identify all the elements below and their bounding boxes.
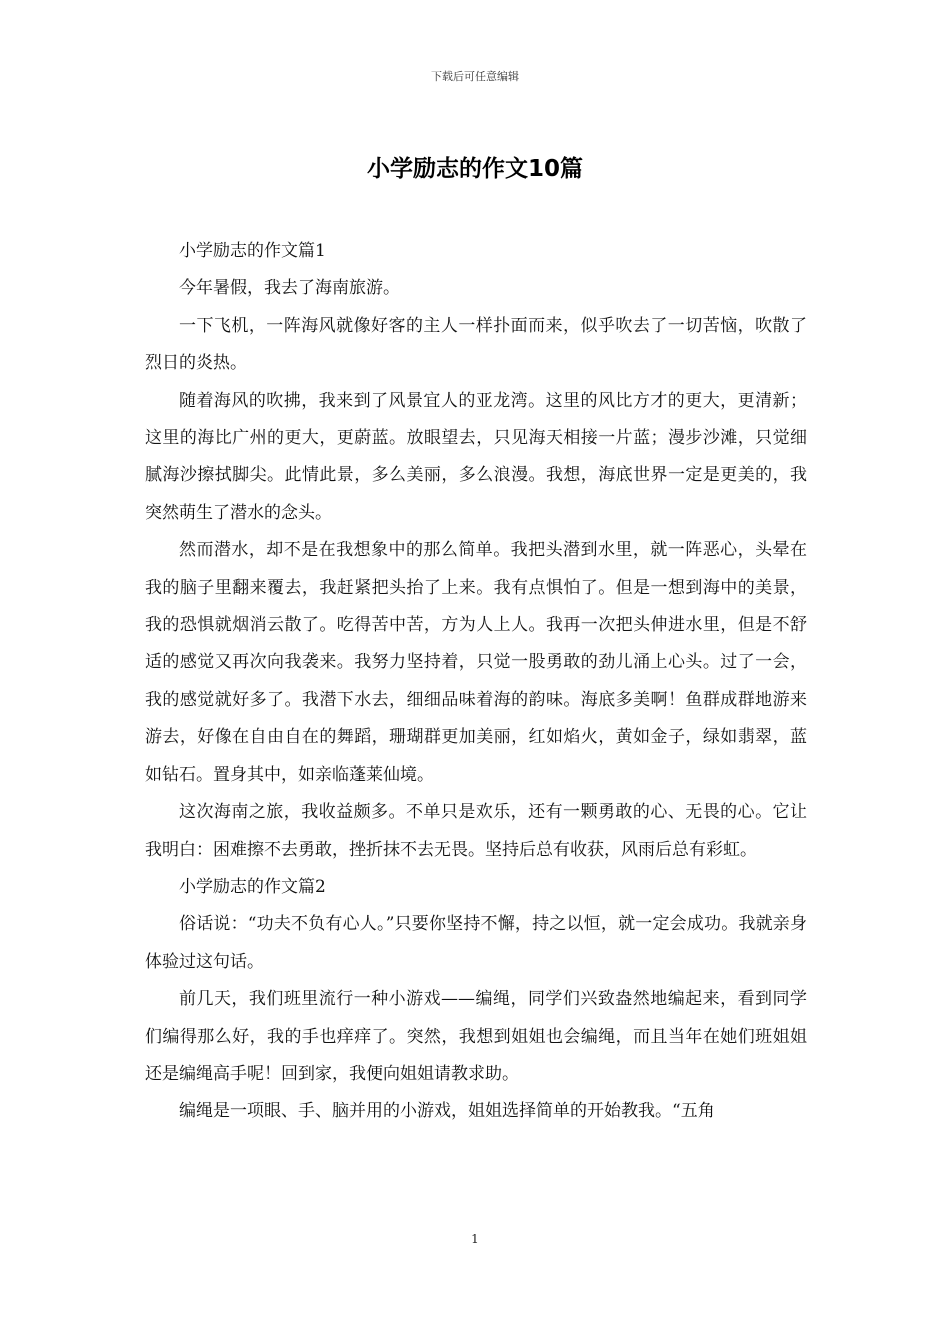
paragraph: 一下飞机，一阵海风就像好客的主人一样扑面而来，似乎吹去了一切苦恼，吹散了烈日的炎热。 [145,315,807,374]
document-body [145,233,807,1131]
paragraph: 这次海南之旅，我收益颇多。不单只是欢乐，还有一颗勇敢的心、无畏的心。它让我明白：困难擦不去勇敢，挫折抹不去无畏。坚持后总有收获，风雨后总有彩虹。 [145,802,807,860]
document-title: 小学励志的作文10篇 [366,156,583,182]
paragraph: 然而潜水，却不是在我想象中的那么简单。我把头潜到水里，就一阵恶心，头晕在我的脑子里翻来覆去，我赶紧把头抬了上来。我有点惧怕了。但是一想到海中的美景，我的恐惧就烟消云散了。吃得苦中苦，方为人上人。我再一次把头伸进水里，但是不舒适的感觉又再次向我袭来。我努力坚持着，只觉一股勇敢的劲儿涌上心头。过了一会，我的感觉就好多了。我潜下水去，细细品味着海的韵味。海底多美啊！鱼群成群地游来游去，好像在自由自在的舞蹈，珊瑚群更加美丽，红如焰火，黄如金子，绿如翡翠，蓝如钻石。置身其中，如亲临蓬莱仙境。 [145,540,807,785]
paragraph: 随着海风的吹拂，我来到了风景宜人的亚龙湾。这里的风比方才的更大，更清新；这里的海比广州的更大，更蔚蓝。放眼望去，只见海天相接一片蓝；漫步沙滩，只觉细腻海沙擦拭脚尖。此情此景，多么美丽，多么浪漫。我想，海底世界一定是更美的，我突然萌生了潜水的念头。 [145,390,807,523]
paragraph: 编绳是一项眼、手、脑并用的小游戏，姐姐选择简单的开始教我。“五角 [179,1101,715,1122]
section-heading: 小学励志的作文篇2 [179,876,326,897]
section-heading: 小学励志的作文篇1 [179,241,326,261]
paragraph: 今年暑假，我去了海南旅游。 [179,278,400,299]
paragraph: 俗话说：“功夫不负有心人。”只要你坚持不懈，持之以恒，就一定会成功。我就亲身体验过这句话。 [145,914,807,972]
header-note: 下载后可任意编辑 [431,70,519,83]
page-number: 1 [471,1232,479,1246]
paragraph: 前几天，我们班里流行一种小游戏——编绳，同学们兴致盎然地编起来，看到同学们编得那么好，我的手也痒痒了。突然，我想到姐姐也会编绳，而且当年在她们班姐姐还是编绳高手呢！回到家，我便向姐姐请教求助。 [145,989,807,1084]
